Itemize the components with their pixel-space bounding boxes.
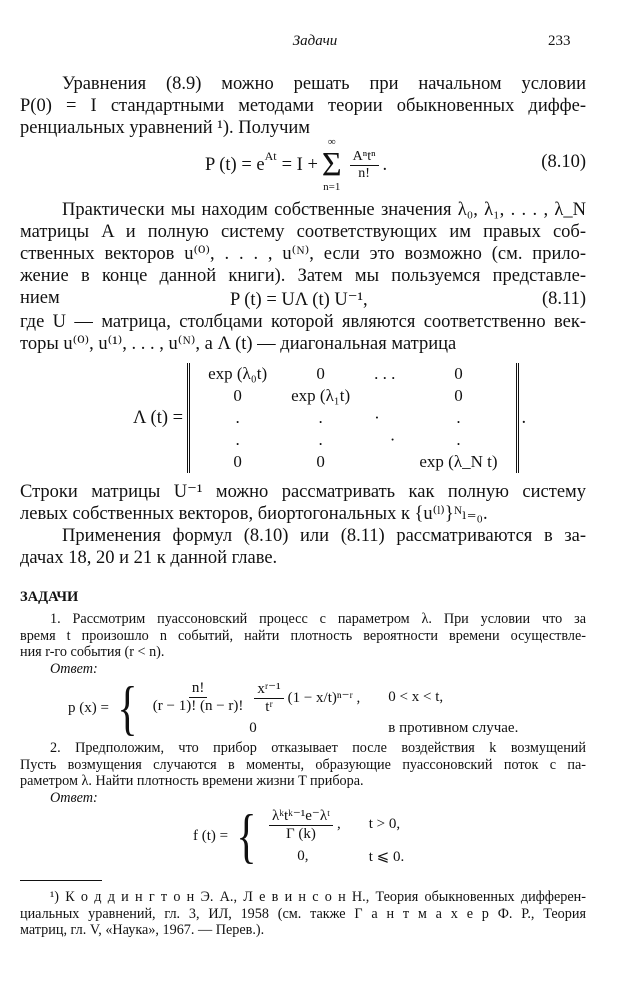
paragraph-1 [20,73,586,139]
equation-8-10 [205,135,387,195]
text-line: Применения формул (8.10) или (8.11) рассматриваются в за- [62,526,586,546]
numerator: Aⁿtⁿ [350,149,379,166]
sum-upper: ∞ [327,136,336,148]
case-2-value: 0, [297,848,309,864]
matrix [187,363,518,473]
text-line: ственных векторов u⁽⁰⁾, . . . , u⁽ᴺ⁾, если это возможно (см. прило- [20,244,586,264]
equation-8-11: P (t) = UΛ (t) U⁻¹, [230,290,368,310]
text-line: ния r-го события (r < n). [20,644,165,661]
text-line: торы u⁽⁰⁾, u⁽¹⁾, . . . , u⁽ᴺ⁾, а Λ (t) — диагональная матрица [20,334,457,354]
footnote-rule [20,880,102,881]
matrix-lhs: Λ (t) = [133,407,184,428]
text-line: матриц, гл. V, «Наука», 1967. — Перев.). [20,922,265,939]
eq-lhs: f (t) = [193,827,229,844]
matrix-cell: . [318,430,323,449]
sum-symbol [322,137,342,193]
numerator: n! [189,680,208,698]
denominator: (r − 1)! (n − r)! [152,698,244,714]
fraction [150,680,247,715]
answer-label: Ответ: [50,660,98,677]
sum-lower: n=1 [323,181,341,193]
text-line: P(0) = I стандартными методами теории обыкновенных диффе- [20,96,586,116]
equation-label: (8.11) [541,289,586,309]
eq-end: . [382,154,388,175]
text-line: матрицы A и полную систему соответствующих им правых соб- [20,222,586,242]
matrix-cell: 0 [316,452,325,471]
matrix-cell: exp (λ_N t) [419,452,498,471]
matrix-cell: exp (λ₁t) [291,386,351,405]
matrix-cell: 0 [454,364,463,383]
matrix-cell: 0 [233,452,242,471]
text-line: раметром λ. Найти плотность времени жизни T прибора. [20,773,364,790]
comma: , [336,816,341,832]
denominator: tʳ [265,699,273,715]
condition-2: t ⩽ 0. [368,849,405,865]
eq-mid: = I + [281,154,318,175]
equation-label: (8.10) [541,152,586,172]
matrix-cell: . . . [374,364,396,383]
text-line: левых собственных векторов, биортогональных к {u⁽ˡ⁾}ᴺₗ₌₀. [20,504,488,524]
text-line: где U — матрица, столбцами которой являются соответственно век- [20,312,586,332]
matrix-cell: . [235,430,240,449]
matrix-cell: 0 [454,386,463,405]
text-line: циальных уравнений, гл. 3, ИЛ, 1958 (см. также Г а н т м а х е р Ф. Р., Теория [20,905,586,922]
text-line: время t произошло n событий, найти плотность вероятности времени осуществле- [20,627,586,644]
eq-lhs: P (t) = e [205,154,265,175]
page-number: 233 [548,33,571,49]
matrix-cell [362,385,407,407]
text-line: нием [20,288,60,308]
fraction [350,149,379,182]
case-1-expression [265,806,341,843]
case-2-value: 0 [249,720,257,736]
text-line: дачах 18, 20 и 21 к данной главе. [20,548,278,568]
matrix-cell: . [456,408,461,427]
text-line: Практически мы находим собственные значения λ₀, λ₁, . . . , λ_N [62,200,586,220]
cases [146,679,519,737]
answer-label: Ответ: [50,789,98,806]
footnote [20,889,586,939]
matrix-cell: 0 [233,386,242,405]
running-header-title: Задачи [292,33,338,49]
text-line: 1. Рассмотрим пуассоновский процесс с параметром λ. При условии что за [50,611,586,627]
answer-1-equation [68,675,519,741]
matrix-cell: 0 [316,364,325,383]
text-line: ренциальных уравнений ¹). Получим [20,118,311,138]
condition-2: в противном случае. [388,720,519,736]
text-line: Уравнения (8.9) можно решать при начальном условии [62,74,586,94]
matrix-cell: . [318,408,323,427]
text-line: Строки матрицы U⁻¹ можно рассматривать как полную систему [20,482,586,502]
case-1-expression [146,679,361,716]
eq-exponent: At [264,149,277,163]
paragraph-5 [20,525,586,569]
diagonal-matrix-equation [133,363,526,473]
numerator: xʳ⁻¹ [254,679,283,699]
condition-1: t > 0, [368,816,401,832]
text-line: ¹) К о д д и н г т о н Э. А., Л е в и н с о н Н., Теория обыкновенных дифферен- [50,889,586,905]
denominator: n! [358,165,370,181]
numerator: λᵏtᵏ⁻¹e⁻λᵗ [269,806,333,826]
paragraph-4 [20,481,586,525]
text-line: Пусть возмущения случаются в моменты, образующие пуассоновский поток с па- [20,756,586,773]
problem-2 [20,740,586,806]
section-heading: ЗАДАЧИ [20,589,79,605]
matrix-cell: exp (λ₀t) [208,364,268,383]
eq-lhs: p (x) = [68,699,109,716]
matrix-cell: . [456,430,461,449]
paren-term: (1 − x/t)ⁿ⁻ʳ , [287,690,361,706]
matrix-cell: · [389,430,396,449]
condition-1: 0 < x < t, [388,689,444,705]
text-line: 2. Предположим, что прибор отказывает после воздействия k возмущений [50,740,586,756]
left-brace: { [236,803,257,869]
sigma: Σ [321,146,342,183]
text-line: жение в конце данной книги). Затем мы пользуемся представле- [20,266,586,286]
matrix-cell: · [374,408,380,427]
answer-2-equation [193,803,405,869]
problem-1 [20,611,586,677]
denominator: Γ (k) [286,826,316,842]
matrix-cell: . [235,408,240,427]
fraction [269,806,333,843]
paragraph-3 [20,311,586,355]
cases [265,806,404,866]
left-brace: { [117,675,138,741]
matrix-cell [362,451,407,473]
matrix-end: . [521,407,527,428]
fraction [254,679,283,716]
